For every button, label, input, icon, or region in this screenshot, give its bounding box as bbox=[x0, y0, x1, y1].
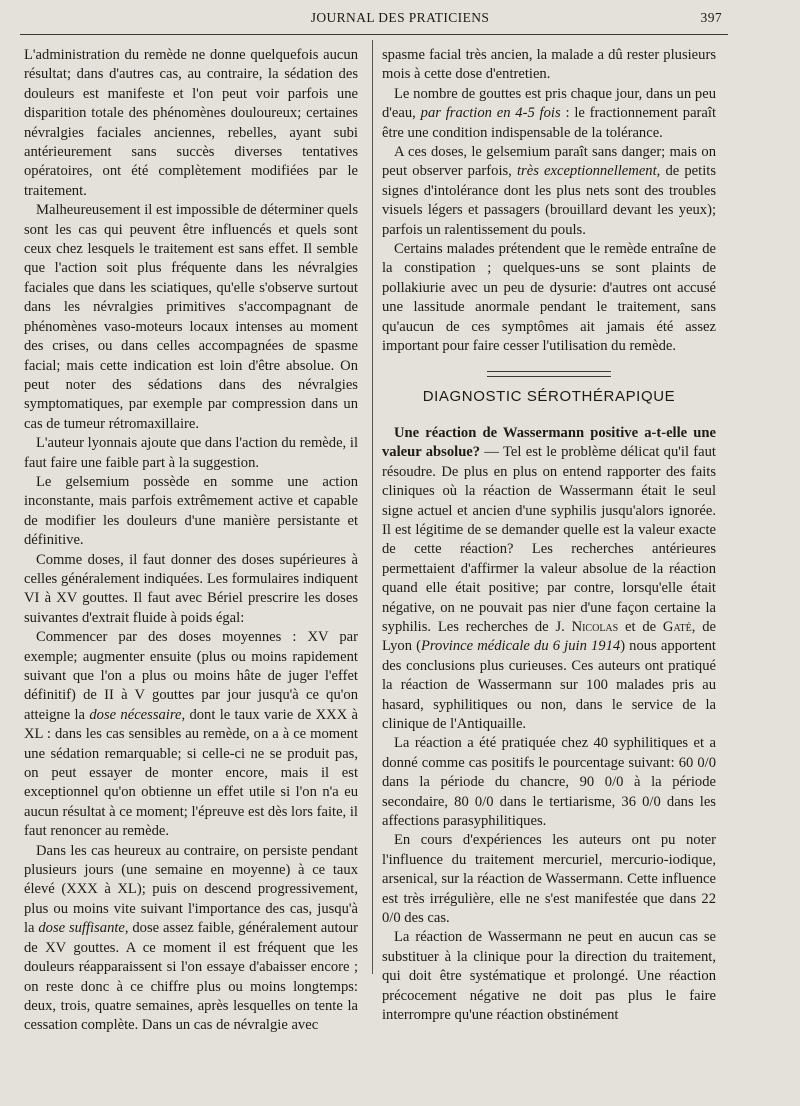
italic-run: Province médicale du 6 juin 1914 bbox=[420, 638, 621, 655]
paragraph bbox=[24, 628, 358, 841]
page-number: 397 bbox=[700, 10, 722, 25]
italic-run: très exceptionnellement bbox=[516, 163, 657, 180]
text-run: et de bbox=[618, 618, 663, 635]
column-divider bbox=[372, 40, 373, 974]
bold-lead: Une réaction de Wassermann positive a-t-elle une valeur absolue? bbox=[382, 424, 716, 461]
text-run: Dans les cas heureux au contraire, on persiste pendant plusieurs jours (une semaine en moyenne) à ce taux élevé (XXX à XL); puis on descend progressivement, plus ou moins vite suivant l'importance des cas, jusqu'à la bbox=[24, 842, 358, 937]
paragraph: L'auteur lyonnais ajoute que dans l'action du remède, il faut faire une faible part à la suggestion. bbox=[24, 435, 358, 471]
paragraph: La réaction a été pratiquée chez 40 syphilitiques et a donné comme cas positifs le pourcentage suivant: 60 0/0 dans la période du chancre, 90 0/0 à la période secondaire, 80 0/0 dans le tertiarisme, 36 0/0 dans les affections parasyphilitiques. bbox=[382, 735, 716, 830]
text-run: , dont le taux varie de XXX à XL : dans les cas sensibles au remède, on a à ce moment une sédation remarquable; si celle-ci ne se produit pas, on peut essayer de monter encore, mais il est exceptionnel qu'on obtienne un effet utile si l'on n'a eu aucun résultat à ce moment; l'épreuve est dès lors faite, il faut renoncer au remède. bbox=[24, 706, 358, 840]
paragraph bbox=[382, 424, 716, 735]
text-run: ) nous apportent des conclusions plus curieuses. Ces auteurs ont pratiqué la réaction de Wassermann sur 100 malades pris au hasard, syphilitiques ou non, dans le service de la clinique de l'Antiquaille. bbox=[382, 638, 716, 732]
right-column bbox=[382, 46, 716, 1026]
paragraph: La réaction de Wassermann ne peut en aucun cas se substituer à la clinique pour la direction du traitement, qui doit être systématique et prolongé. Une réaction précocement négative ne doit pas plus le faire interrompre qu'une réaction obstinément bbox=[382, 929, 716, 1024]
italic-run: dose suffisante bbox=[38, 920, 125, 937]
section-heading: DIAGNOSTIC SÉROTHÉRAPIQUE bbox=[422, 387, 676, 405]
left-column bbox=[24, 46, 358, 1036]
paragraph: L'administration du remède ne donne quelquefois aucun résultat; dans d'autres cas, au contraire, la sédation des douleurs est manifeste et l'on peut voir parfois une disparition totale des phénomènes douloureux; certaines névralgies faciales anciennes, rebelles, ayant subi antérieurement sans succès diverses tentatives opératoires, ont été complètement modifiées par le traitement. bbox=[24, 47, 358, 199]
paragraph: Le gelsemium possède en somme une action inconstante, mais parfois extrêmement active et capable de modifier les douleurs d'une manière persistante et définitive. bbox=[24, 473, 358, 549]
italic-run: dose nécessaire bbox=[89, 706, 182, 723]
paragraph bbox=[382, 85, 716, 143]
text-run: , de petits signes d'intolérance dont les plus nets sont des troubles visuels légers et passagers (brouillard devant les yeux); parfois un ralentissement du pouls. bbox=[382, 163, 716, 238]
paragraph: Malheureusement il est impossible de déterminer quels sont les cas qui peuvent être influencés et quels sont ceux chez lesquels le traitement est sans effet. Il semble que l'action soit plus fréquente dans les névralgies faciales que dans les sciatiques, qu'elle s'observe surtout dans les névralgies primitives s'accompagnant de phénomènes vaso-moteurs locaux intenses au moment des crises, ou dans celles accompagnées de spasme facial; mais cette indication est loin d'être absolue. On peut noter des sédations dans des névralgies symptomatiques, par exemple par compression dans un cas de tumeur rétromaxillaire. bbox=[24, 202, 358, 432]
text-run: — Tel est le problème délicat qu'il faut résoudre. De plus en plus on entend rapporter des faits cliniques où la réaction de Wassermann était le seul signe actuel et ancien d'une syphilis jusqu'alors ignorée. Il est légitime de se demander quelle est la valeur exacte de cette réaction? Les recherches antérieures permettaient d'affirmer la valeur absolue de la réaction quand elle était positive; par contre, lorsqu'elle était négative, on ne pouvait pas nier d'une façon certaine la syphilis. Les recherches de J. bbox=[382, 444, 716, 635]
italic-run: par fraction en 4-5 fois bbox=[420, 105, 561, 122]
paragraph: spasme facial très ancien, la malade a dû rester plusieurs mois à cette dose d'entretien. bbox=[382, 47, 716, 83]
header-rule bbox=[20, 34, 728, 35]
author-name: Gaté bbox=[662, 618, 692, 635]
paragraph: Comme doses, il faut donner des doses supérieures à celles généralement indiquées. Les formulaires indiquent VI à XV gouttes. Il faut avec Bériel prescrire les doses suivantes d'extrait fluide à poids égal: bbox=[24, 551, 358, 626]
text-run: , dose assez faible, généralement autour de XV gouttes. A ce moment il est fréquent que les douleurs réapparaissent si l'on essaye d'abaisser encore ; on reste donc à ce chiffre plus ou moins longtemps: deux, trois, quatre semaines, après lesquelles on tente la cessation complète. Dans un cas de névralgie avec bbox=[24, 920, 358, 1034]
journal-title: JOURNAL DES PRATICIENS bbox=[310, 10, 490, 25]
paragraph bbox=[382, 143, 716, 240]
text-run: : le fractionnement paraît être une condition indispensable de la tolérance. bbox=[382, 105, 717, 141]
author-name: Nicolas bbox=[571, 618, 619, 635]
running-header bbox=[0, 10, 800, 32]
text-run: Commencer par des doses moyennes : XV par exemple; augmenter ensuite (plus ou moins rapidement suivant que l'on a plus ou moins hâte de juger l'effet définitif) de II à V gouttes par jour jusqu'à ce qu'on atteigne la bbox=[24, 629, 358, 723]
text-run: A ces doses, le gelsemium paraît sans danger; mais on peut observer parfois, bbox=[382, 144, 716, 180]
text-run: , de Lyon ( bbox=[382, 618, 716, 655]
paragraph bbox=[24, 842, 358, 1036]
paragraph: En cours d'expériences les auteurs ont pu noter l'influence du traitement mercuriel, mercurio-iodique, arsenical, sur la réaction de Wassermann. Cette influence est très irrégulière, elle ne s'est manifestée que dans 22 0/0 des cas. bbox=[382, 832, 716, 927]
section-separator bbox=[487, 371, 611, 377]
paragraph: Certains malades prétendent que le remède entraîne de la constipation ; quelques-uns se sont plaints de pollakiurie avec un peu de dysurie: d'autres ont accusé une lassitude anormale pendant le traitement, sans qu'aucun de ces symptômes ait jamais été assez important pour faire cesser l'utilisation du remède. bbox=[382, 241, 716, 355]
text-run: Le nombre de gouttes est pris chaque jour, dans un peu d'eau, bbox=[382, 85, 716, 122]
